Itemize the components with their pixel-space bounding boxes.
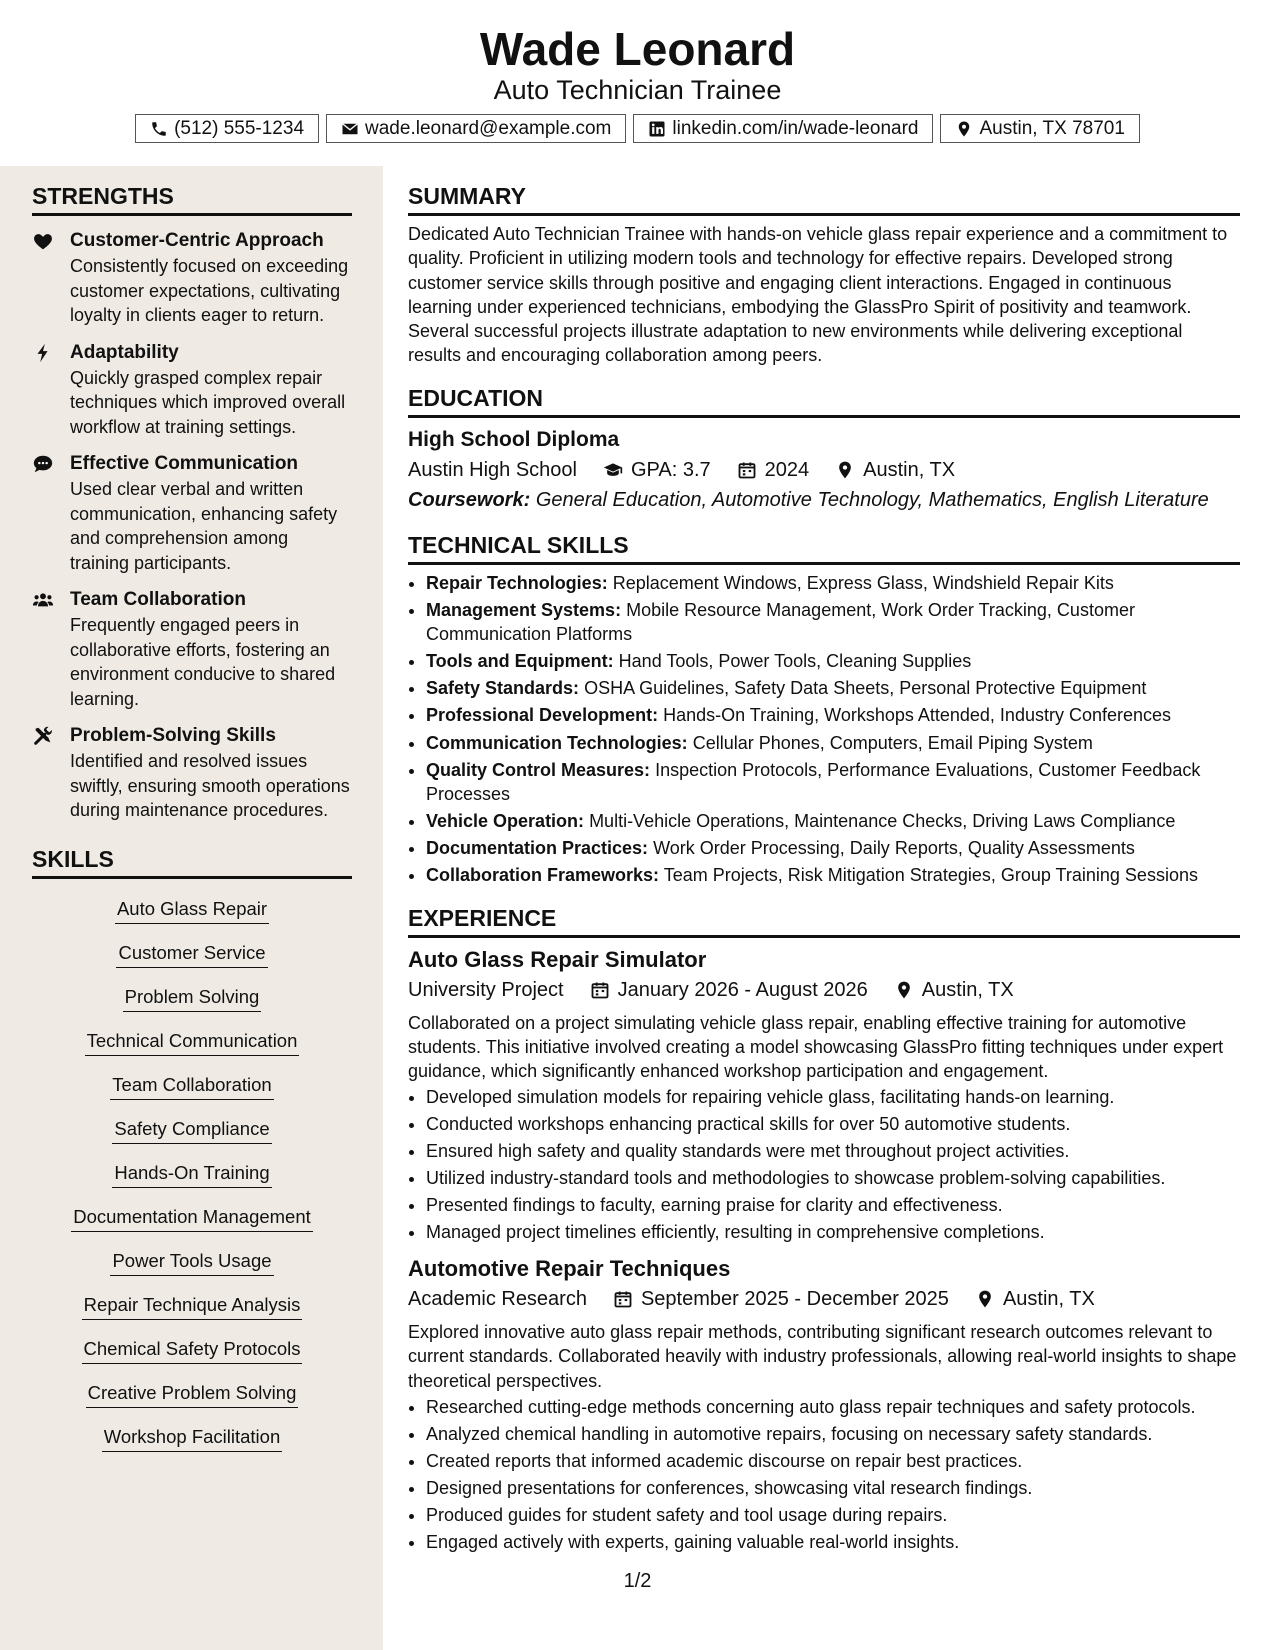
contact-linkedin-text: linkedin.com/in/wade-leonard: [672, 117, 919, 139]
calendar-icon: [737, 460, 757, 480]
skills-list: [32, 887, 352, 1459]
list-item: • Analyzed chemical handling in automotive repairs, focusing on necessary safety standards.: [426, 1422, 1240, 1446]
skill-value: Mobile Resource Management, Work Order Tracking, Customer Communication Platforms: [426, 599, 1135, 645]
strength-desc: Quickly grasped complex repair techniques which improved overall workflow at training settings.: [70, 367, 346, 437]
list-item: [426, 703, 1240, 727]
skill-value: Inspection Protocols, Performance Evaluations, Customer Feedback Processes: [426, 759, 1201, 804]
list-item: • Ensured high safety and quality standards were met throughout project activities.: [426, 1139, 1240, 1163]
job-bullets: [408, 1085, 1240, 1244]
skill-label: Repair Technologies:: [426, 572, 608, 593]
skill-value: Work Order Processing, Daily Reports, Quality Assessments: [653, 838, 1135, 859]
list-item: • Engaged actively with experts, gaining valuable real-world insights.: [426, 1530, 1240, 1554]
education-meta: [408, 455, 1240, 485]
skill-value: Hands-On Training, Workshops Attended, Industry Conferences: [663, 705, 1172, 726]
contact-linkedin[interactable]: [633, 114, 933, 143]
education-heading: EDUCATION: [408, 382, 1240, 418]
skill-chip: Safety Compliance: [112, 1117, 271, 1144]
strengths-heading: STRENGTHS: [32, 180, 352, 216]
list-item: [426, 809, 1240, 833]
graduation-year: 2024: [764, 458, 810, 481]
list-item: [426, 836, 1240, 860]
location-icon: [975, 1289, 995, 1309]
summary-heading: SUMMARY: [408, 180, 1240, 216]
skill-value: Multi-Vehicle Operations, Maintenance Checks, Driving Laws Compliance: [589, 811, 1176, 832]
job-title: Automotive Repair Techniques: [408, 1256, 731, 1282]
bolt-icon: [32, 342, 54, 364]
contact-phone-text: (512) 555-1234: [174, 117, 305, 139]
contact-bar: [0, 114, 1275, 143]
resume-header: [0, 0, 1275, 166]
contact-email-text: wade.leonard@example.com: [365, 117, 612, 139]
skill-label: Safety Standards:: [426, 678, 580, 699]
strength-title: Adaptability: [70, 341, 179, 363]
skill-chip: Auto Glass Repair: [115, 897, 269, 924]
summary-section: [408, 180, 1240, 368]
job-meta: [408, 1284, 1240, 1314]
phone-icon: [150, 120, 168, 138]
skill-label: Professional Development:: [426, 705, 659, 726]
skill-chip: Documentation Management: [71, 1205, 313, 1232]
page-number: 1/2: [623, 1570, 652, 1592]
chat-icon: [32, 453, 54, 475]
skill-chip: Creative Problem Solving: [86, 1381, 299, 1408]
strength-title: Customer-Centric Approach: [70, 230, 324, 251]
job-location: Austin, TX: [1002, 1288, 1095, 1311]
job-title: Auto Glass Repair Simulator: [408, 946, 707, 972]
list-item: [426, 598, 1240, 647]
linkedin-icon: [648, 120, 666, 138]
school-name: Austin High School: [408, 458, 577, 481]
users-icon: [32, 589, 54, 611]
skill-label: Management Systems:: [426, 599, 622, 620]
envelope-icon: [341, 120, 359, 138]
summary-text: Dedicated Auto Technician Trainee with hands-on vehicle glass repair experience and a commitment to quality. Proficient in utilizing modern tools and technology for effective repairs. Developed strong customer service skills through positive and engaging client interactions. Engaged in continuous learning under experienced technicians, embodying the GlassPro Spirit of positivity and teamwork. Several successful projects illustrate adaptation to new environments while delivering exceptional results and encouraging collaboration among peers.: [408, 224, 1228, 366]
strength-desc: Frequently engaged peers in collaborative efforts, fostering an environment conducive to shared learning.: [70, 615, 336, 709]
job-bullets: [408, 1395, 1240, 1554]
job-dates: September 2025 - December 2025: [640, 1288, 949, 1311]
skill-chip: Workshop Facilitation: [102, 1425, 283, 1452]
coursework: [408, 485, 1240, 515]
skill-chip: Hands-On Training: [112, 1161, 271, 1188]
coursework-label: Coursework:: [408, 488, 531, 511]
strength-title: Team Collaboration: [70, 589, 246, 610]
technical-skills-list: [408, 571, 1240, 888]
job-dates: January 2026 - August 2026: [617, 978, 868, 1001]
list-item: [426, 649, 1240, 673]
strength-item: [32, 228, 352, 328]
technical-skills-section: [408, 529, 1240, 888]
strength-item: [32, 587, 352, 711]
strength-desc: Identified and resolved issues swiftly, ensuring smooth operations during maintenance procedures.: [70, 751, 350, 820]
job-org: Academic Research: [408, 1288, 587, 1311]
contact-location-text: Austin, TX 78701: [979, 117, 1125, 139]
heart-icon: [32, 230, 54, 252]
location-icon: [835, 460, 855, 480]
degree-title: High School Diploma: [408, 427, 620, 451]
candidate-name: Wade Leonard: [479, 23, 796, 75]
list-item: • Utilized industry-standard tools and methodologies to showcase problem-solving capabilities.: [426, 1166, 1240, 1190]
list-item: • Developed simulation models for repairing vehicle glass, facilitating hands-on learning.: [426, 1085, 1240, 1109]
list-item: • Managed project timelines efficiently, resulting in comprehensive completions.: [426, 1220, 1240, 1244]
location-icon: [955, 120, 973, 138]
strength-desc: Used clear verbal and written communication, enhancing safety and comprehension among training participants.: [70, 479, 338, 573]
job-org: University Project: [408, 978, 564, 1001]
skill-chip: Technical Communication: [85, 1029, 300, 1056]
job-description: Explored innovative auto glass repair methods, contributing significant research outcomes relevant to current standards. Collaborated heavily with industry professionals, allowing real-world insights to shape theoretical perspectives.: [408, 1322, 1237, 1391]
list-item: • Produced guides for student safety and tool usage during repairs.: [426, 1503, 1240, 1527]
strength-item: [32, 451, 352, 575]
technical-skills-heading: TECHNICAL SKILLS: [408, 529, 1240, 565]
skills-heading: SKILLS: [32, 843, 352, 879]
list-item: • Designed presentations for conferences, showcasing vital research findings.: [426, 1476, 1240, 1500]
skill-label: Vehicle Operation:: [426, 811, 585, 832]
skill-chip: Problem Solving: [123, 985, 262, 1012]
experience-heading: EXPERIENCE: [408, 902, 1240, 938]
list-item: • Presented findings to faculty, earning praise for clarity and effectiveness.: [426, 1193, 1240, 1217]
coursework-text: General Education, Automotive Technology, Mathematics, English Literature: [535, 488, 1209, 511]
skill-value: OSHA Guidelines, Safety Data Sheets, Personal Protective Equipment: [584, 678, 1147, 699]
skill-value: Hand Tools, Power Tools, Cleaning Supplies: [618, 651, 972, 672]
job-location: Austin, TX: [921, 978, 1014, 1001]
calendar-icon: [613, 1289, 633, 1309]
strength-title: Effective Communication: [70, 453, 299, 474]
job-description: Collaborated on a project simulating vehicle glass repair, enabling effective training for automotive students. This initiative involved creating a model showcasing GlassPro fitting techniques under expert guidance, which significantly enhanced workshop participation and engagement.: [408, 1012, 1224, 1082]
list-item: [426, 571, 1240, 595]
contact-location: [940, 114, 1139, 143]
experience-item: [408, 1254, 1240, 1554]
experience-section: [408, 902, 1240, 1554]
skill-chip: Customer Service: [116, 941, 267, 968]
skill-label: Collaboration Frameworks:: [426, 865, 660, 886]
list-item: • Conducted workshops enhancing practical skills for over 50 automotive students.: [426, 1112, 1240, 1136]
location-icon: [894, 980, 914, 1000]
skill-chip: Power Tools Usage: [110, 1249, 273, 1276]
graduation-cap-icon: [603, 460, 623, 480]
experience-item: [408, 945, 1240, 1245]
skill-chip: Repair Technique Analysis: [82, 1293, 303, 1320]
contact-phone[interactable]: [135, 114, 319, 143]
list-item: [426, 676, 1240, 700]
candidate-title: Auto Technician Trainee: [493, 75, 782, 105]
job-meta: [408, 975, 1240, 1005]
strength-item: [32, 723, 352, 823]
sidebar: [0, 166, 383, 1650]
skill-label: Communication Technologies:: [426, 732, 688, 753]
contact-email[interactable]: [326, 114, 626, 143]
education-location: Austin, TX: [863, 458, 956, 481]
strength-desc: Consistently focused on exceeding customer expectations, cultivating loyalty in clients eager to return.: [70, 256, 349, 325]
list-item: • Created reports that informed academic discourse on repair best practices.: [426, 1449, 1240, 1473]
list-item: • Researched cutting-edge methods concerning auto glass repair techniques and safety protocols.: [426, 1395, 1240, 1419]
list-item: [426, 758, 1240, 807]
list-item: [426, 731, 1240, 755]
strength-item: [32, 340, 352, 440]
skill-label: Quality Control Measures:: [426, 759, 651, 780]
gpa: GPA: 3.7: [630, 458, 711, 481]
skill-label: Tools and Equipment:: [426, 651, 614, 672]
education-section: [408, 382, 1240, 515]
calendar-icon: [590, 980, 610, 1000]
tools-icon: [32, 725, 54, 747]
main-content: [408, 166, 1240, 1556]
list-item: [426, 863, 1240, 887]
skill-value: Cellular Phones, Computers, Email Piping System: [692, 732, 1093, 753]
skill-value: Team Projects, Risk Mitigation Strategies, Group Training Sessions: [663, 865, 1198, 886]
skill-chip: Team Collaboration: [110, 1073, 273, 1100]
strength-title: Problem-Solving Skills: [70, 725, 276, 746]
skill-chip: Chemical Safety Protocols: [82, 1337, 303, 1364]
skill-value: Replacement Windows, Express Glass, Windshield Repair Kits: [612, 572, 1114, 593]
skill-label: Documentation Practices:: [426, 838, 649, 859]
